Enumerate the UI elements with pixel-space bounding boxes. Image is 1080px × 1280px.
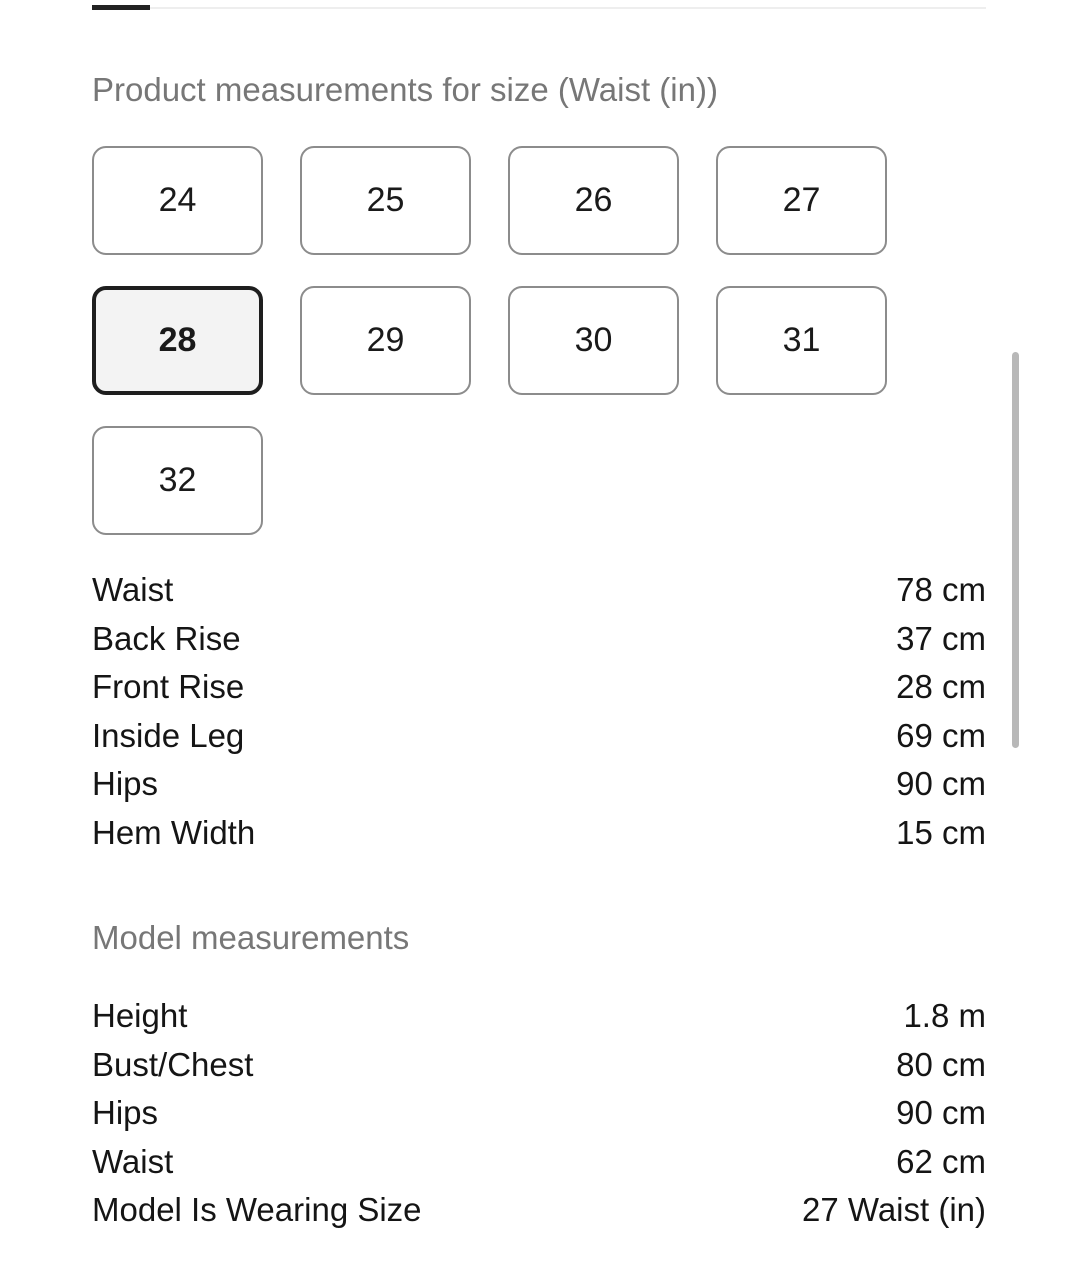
size-option-29[interactable]: 29 (300, 286, 471, 395)
model-measurement-value: 62 cm (896, 1142, 986, 1180)
model-measurement-label: Height (92, 997, 188, 1035)
model-measurement-row (92, 1138, 986, 1187)
measurement-label: Hips (92, 765, 159, 803)
measurement-value: 78 cm (896, 571, 986, 609)
scrollbar-thumb[interactable] (1012, 352, 1019, 748)
measurement-value: 90 cm (896, 765, 986, 803)
model-measurement-row (92, 1041, 986, 1090)
model-measurement-label: Hips (92, 1094, 159, 1132)
model-measurement-label: Model Is Wearing Size (92, 1191, 422, 1229)
measurement-label: Front Rise (92, 668, 245, 706)
active-tab-indicator (92, 5, 150, 10)
measurement-row (92, 566, 986, 615)
measurement-row (92, 615, 986, 664)
product-measurements-list (92, 566, 986, 857)
measurement-value: 69 cm (896, 716, 986, 754)
model-measurements-title: Model measurements (92, 919, 410, 956)
model-measurement-value: 1.8 m (903, 997, 986, 1035)
size-option-27[interactable]: 27 (716, 146, 887, 255)
measurement-value: 28 cm (896, 668, 986, 706)
model-measurement-value: 27 Waist (in) (802, 1191, 986, 1229)
measurement-value: 15 cm (896, 813, 986, 851)
model-measurement-value: 80 cm (896, 1045, 986, 1083)
measurement-value: 37 cm (896, 619, 986, 657)
model-measurements-list (92, 992, 986, 1235)
size-option-26[interactable]: 26 (508, 146, 679, 255)
model-measurement-row (92, 992, 986, 1041)
size-option-25[interactable]: 25 (300, 146, 471, 255)
size-option-24[interactable]: 24 (92, 146, 263, 255)
measurement-label: Back Rise (92, 619, 241, 657)
model-measurement-row (92, 1186, 986, 1235)
size-option-31[interactable]: 31 (716, 286, 887, 395)
measurement-row (92, 760, 986, 809)
model-measurement-row (92, 1089, 986, 1138)
measurement-row (92, 809, 986, 858)
size-option-32[interactable]: 32 (92, 426, 263, 535)
model-measurement-value: 90 cm (896, 1094, 986, 1132)
tab-track (92, 7, 986, 9)
model-measurement-label: Bust/Chest (92, 1045, 254, 1083)
measurement-label: Hem Width (92, 813, 256, 851)
measurement-label: Inside Leg (92, 716, 245, 754)
measurement-row (92, 663, 986, 712)
size-option-28-selected[interactable]: 28 (92, 286, 263, 395)
size-option-30[interactable]: 30 (508, 286, 679, 395)
measurement-row (92, 712, 986, 761)
model-measurement-label: Waist (92, 1142, 174, 1180)
product-measurements-title: Product measurements for size (Waist (in)) (92, 71, 718, 108)
measurement-label: Waist (92, 571, 174, 609)
